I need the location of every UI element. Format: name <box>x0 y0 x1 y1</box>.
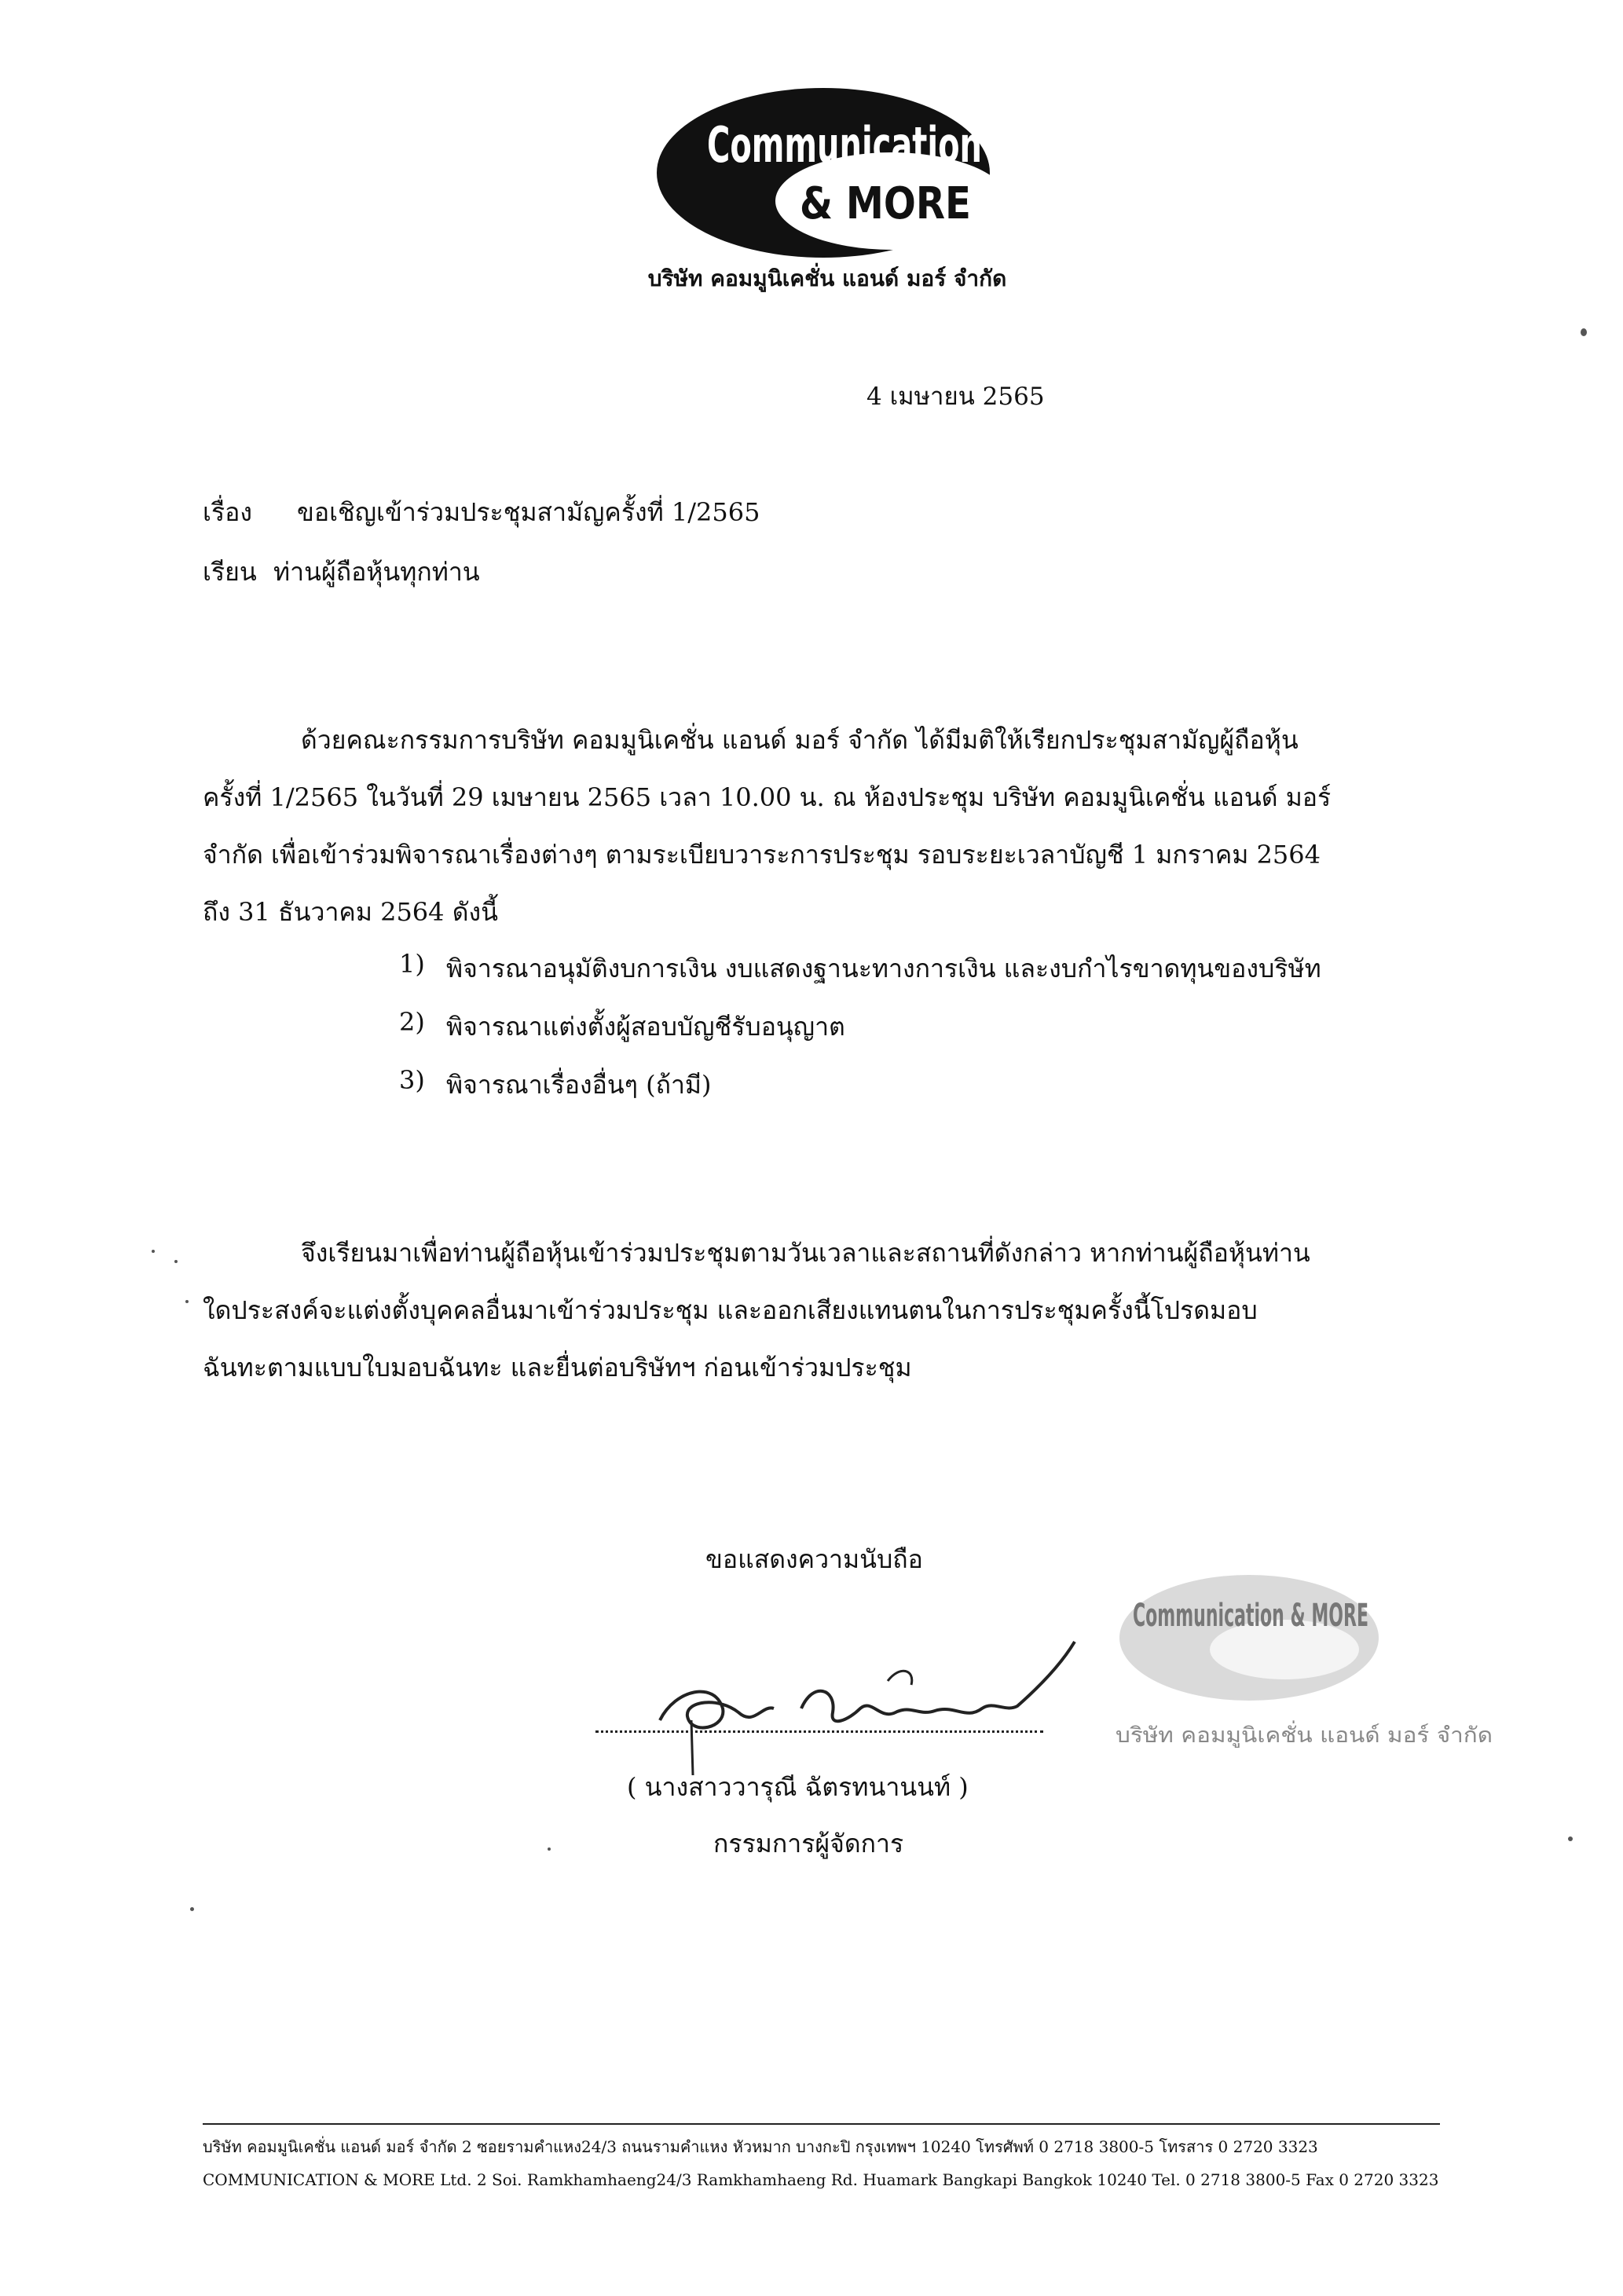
stamp-company-name: บริษัท คอมมูนิเคชั่น แอนด์ มอร์ จำกัด <box>1116 1723 1459 1748</box>
closing-text: ขอแสดงความนับถือ <box>705 1544 923 1574</box>
signer-name: ( นางสาววารุณี ฉัตรทนานนท์ ) <box>627 1772 969 1802</box>
subject-label: เรื่อง <box>203 497 252 527</box>
agenda-number: 3) <box>399 1065 425 1095</box>
footer-address-en: COMMUNICATION & MORE Ltd. 2 Soi. Ramkhamhaeng24/3 Ramkhamhaeng Rd. Huamark Bangkapi Bangkok 10240 Tel. 0 2718 3800-5 Fax 0 2720 3323 <box>203 2170 1439 2189</box>
agenda-number: 1) <box>399 949 425 979</box>
agenda-text: พิจารณาเรื่องอื่นๆ (ถ้ามี) <box>446 1070 712 1100</box>
signer-position: กรรมการผู้จัดการ <box>713 1829 904 1858</box>
recipient-label: เรียน <box>203 557 257 587</box>
company-stamp <box>1116 1563 1508 1767</box>
signature-line <box>595 1730 1043 1733</box>
scan-speck <box>190 1907 194 1911</box>
para2-line: จึงเรียนมาเพื่อท่านผู้ถือหุ้นเข้าร่วมประชุมตามวันเวลาและสถานที่ดังกล่าว หากท่านผู้ถือหุ้นท่าน <box>301 1238 1310 1268</box>
agenda-text: พิจารณาอนุมัติงบการเงิน งบแสดงฐานะทางการเงิน และงบกำไรขาดทุนของบริษัท <box>446 954 1321 983</box>
stamp-logo-text: Communication & MORE <box>1133 1598 1368 1634</box>
scan-speck <box>548 1847 551 1851</box>
para1-line: จำกัด เพื่อเข้าร่วมพิจารณาเรื่องต่างๆ ตามระเบียบวาระการประชุม รอบระยะเวลาบัญชี 1 มกราคม 2564 <box>203 840 1321 870</box>
para1-line: ถึง 31 ธันวาคม 2564 ดังนี้ <box>203 897 498 927</box>
footer-divider <box>203 2123 1440 2125</box>
para2-line: ฉันทะตามแบบใบมอบฉันทะ และยื่นต่อบริษัทฯ ก่อนเข้าร่วมประชุม <box>203 1353 912 1382</box>
agenda-text: พิจารณาแต่งตั้งผู้สอบบัญชีรับอนุญาต <box>446 1012 845 1042</box>
para1-line: ครั้งที่ 1/2565 ในวันที่ 29 เมษายน 2565 เวลา 10.00 น. ณ ห้องประชุม บริษัท คอมมูนิเคชั่น แอนด์ มอร์ <box>203 782 1332 812</box>
company-logo <box>652 85 990 265</box>
scan-speck <box>1568 1836 1573 1841</box>
subject-text: ขอเชิญเข้าร่วมประชุมสามัญครั้งที่ 1/2565 <box>297 497 760 527</box>
agenda-number: 2) <box>399 1007 425 1037</box>
scan-speck <box>1581 328 1587 336</box>
scan-speck <box>185 1300 189 1303</box>
footer-address-th: บริษัท คอมมูนิเคชั่น แอนด์ มอร์ จำกัด 2 ซอยรามคำแหง24/3 ถนนรามคำแหง หัวหมาก บางกะปิ กรุงเทพฯ 10240 โทรศัพท์ 0 2718 3800-5 โทรสาร 0 2720 3323 <box>203 2137 1318 2156</box>
letter-date: 4 เมษายน 2565 <box>866 383 1045 411</box>
scan-speck <box>174 1260 178 1263</box>
recipient-text: ท่านผู้ถือหุ้นทุกท่าน <box>273 557 480 587</box>
scan-speck <box>152 1250 155 1253</box>
logo-company-name: บริษัท คอมมูนิเคชั่น แอนด์ มอร์ จำกัด <box>647 265 1007 291</box>
logo-word-more: & MORE <box>800 178 971 229</box>
para1-line: ด้วยคณะกรรมการบริษัท คอมมูนิเคชั่น แอนด์ มอร์ จำกัด ได้มีมติให้เรียกประชุมสามัญผู้ถือหุ้น <box>301 725 1299 755</box>
para2-line: ใดประสงค์จะแต่งตั้งบุคคลอื่นมาเข้าร่วมประชุม และออกเสียงแทนตนในการประชุมครั้งนี้โปรดมอบ <box>203 1295 1258 1325</box>
logo-word-communication: Communication <box>707 116 982 174</box>
